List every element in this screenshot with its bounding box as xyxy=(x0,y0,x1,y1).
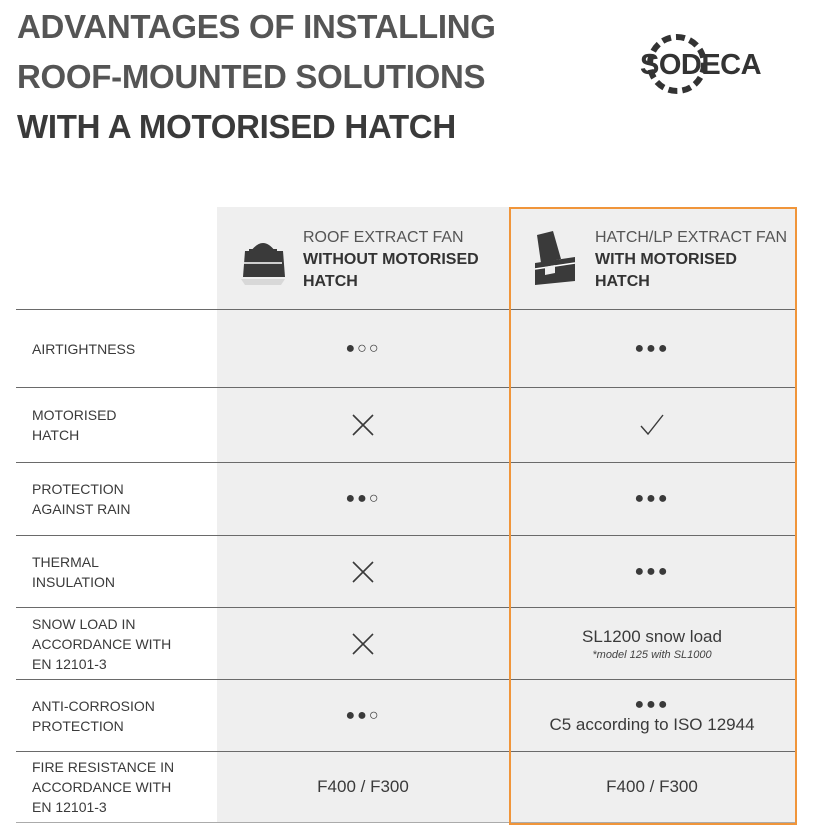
snow-load-value: SL1200 snow load xyxy=(582,626,722,646)
column-title-without-line-1: ROOF EXTRACT FAN xyxy=(303,229,464,246)
table-row-fire-resistance xyxy=(16,752,795,822)
row-label: PROTECTION AGAINST RAIN xyxy=(32,481,131,517)
comparison-table xyxy=(16,207,795,823)
corrosion-class: C5 according to ISO 12944 xyxy=(549,714,755,734)
cell-with xyxy=(509,608,795,679)
cell-without xyxy=(217,463,509,535)
column-header-without xyxy=(217,207,509,309)
row-label: ANTI-CORROSION PROTECTION xyxy=(32,697,155,734)
cell-without xyxy=(217,680,509,751)
table-row-thermal-insulation xyxy=(16,536,795,607)
row-label: AIRTIGHTNESS xyxy=(32,340,136,357)
table-row-snow-load xyxy=(16,608,795,679)
table-row-anti-corrosion xyxy=(16,680,795,751)
rating-dots: ●●○ xyxy=(345,706,381,724)
column-title-with-line-1: HATCH/LP EXTRACT FAN xyxy=(595,229,788,246)
row-label: THERMAL INSULATION xyxy=(32,553,115,590)
rating-dots: ●●● xyxy=(634,695,670,713)
column-title-without xyxy=(303,227,479,293)
page-title xyxy=(17,2,496,152)
column-header-with xyxy=(509,207,795,309)
rating-dots: ●●○ xyxy=(345,490,381,507)
column-title-without-line-3: HATCH xyxy=(303,273,358,290)
table-bottom-border xyxy=(16,822,795,823)
roof-fan-icon xyxy=(241,229,285,287)
row-divider xyxy=(16,309,795,310)
cell-with xyxy=(509,463,795,535)
cell-without xyxy=(217,608,509,679)
snow-load-note: *model 125 with SL1000 xyxy=(592,648,712,661)
cell-with xyxy=(509,680,795,751)
rating-dots: ●○○ xyxy=(345,339,381,357)
cell-without xyxy=(217,752,509,822)
logo-text: SODECA xyxy=(640,49,762,81)
cell-without xyxy=(217,388,509,462)
row-divider xyxy=(16,751,795,752)
cross-icon xyxy=(350,412,376,438)
row-divider xyxy=(16,462,795,463)
row-divider xyxy=(16,387,795,388)
row-label: MOTORISED HATCH xyxy=(32,407,117,443)
rating-dots: ●●● xyxy=(634,339,670,357)
table-row-protection-against-rain xyxy=(16,463,795,535)
column-title-with-line-2: WITH MOTORISED xyxy=(595,251,737,268)
table-row-airtightness xyxy=(16,310,795,387)
sodeca-logo xyxy=(636,32,781,98)
column-title-with xyxy=(595,227,787,293)
title-line-2: ROOF-MOUNTED SOLUTIONS xyxy=(17,58,486,95)
fire-resistance-value: F400 / F300 xyxy=(606,777,698,796)
cell-without xyxy=(217,536,509,607)
title-line-3: WITH A MOTORISED HATCH xyxy=(17,108,456,145)
rating-dots: ●●● xyxy=(634,490,670,507)
cross-icon xyxy=(350,631,376,657)
row-label: FIRE RESISTANCE IN ACCORDANCE WITH EN 12101-3 xyxy=(32,759,175,815)
cell-with xyxy=(509,536,795,607)
cell-with xyxy=(509,752,795,822)
row-label: SNOW LOAD IN ACCORDANCE WITH EN 12101-3 xyxy=(32,615,172,672)
column-title-with-line-3: HATCH xyxy=(595,273,650,290)
column-title-without-line-2: WITHOUT MOTORISED xyxy=(303,251,479,268)
table-row-motorised-hatch xyxy=(16,388,795,462)
row-divider xyxy=(16,679,795,680)
cross-icon xyxy=(350,559,376,585)
hatch-fan-icon xyxy=(533,229,577,287)
fire-resistance-value: F400 / F300 xyxy=(317,777,409,796)
title-line-1: ADVANTAGES OF INSTALLING xyxy=(17,8,496,45)
row-divider xyxy=(16,535,795,536)
cell-without xyxy=(217,310,509,387)
cell-with xyxy=(509,310,795,387)
cell-with xyxy=(509,388,795,462)
check-icon xyxy=(639,412,665,438)
row-divider xyxy=(16,607,795,608)
rating-dots: ●●● xyxy=(634,562,670,580)
